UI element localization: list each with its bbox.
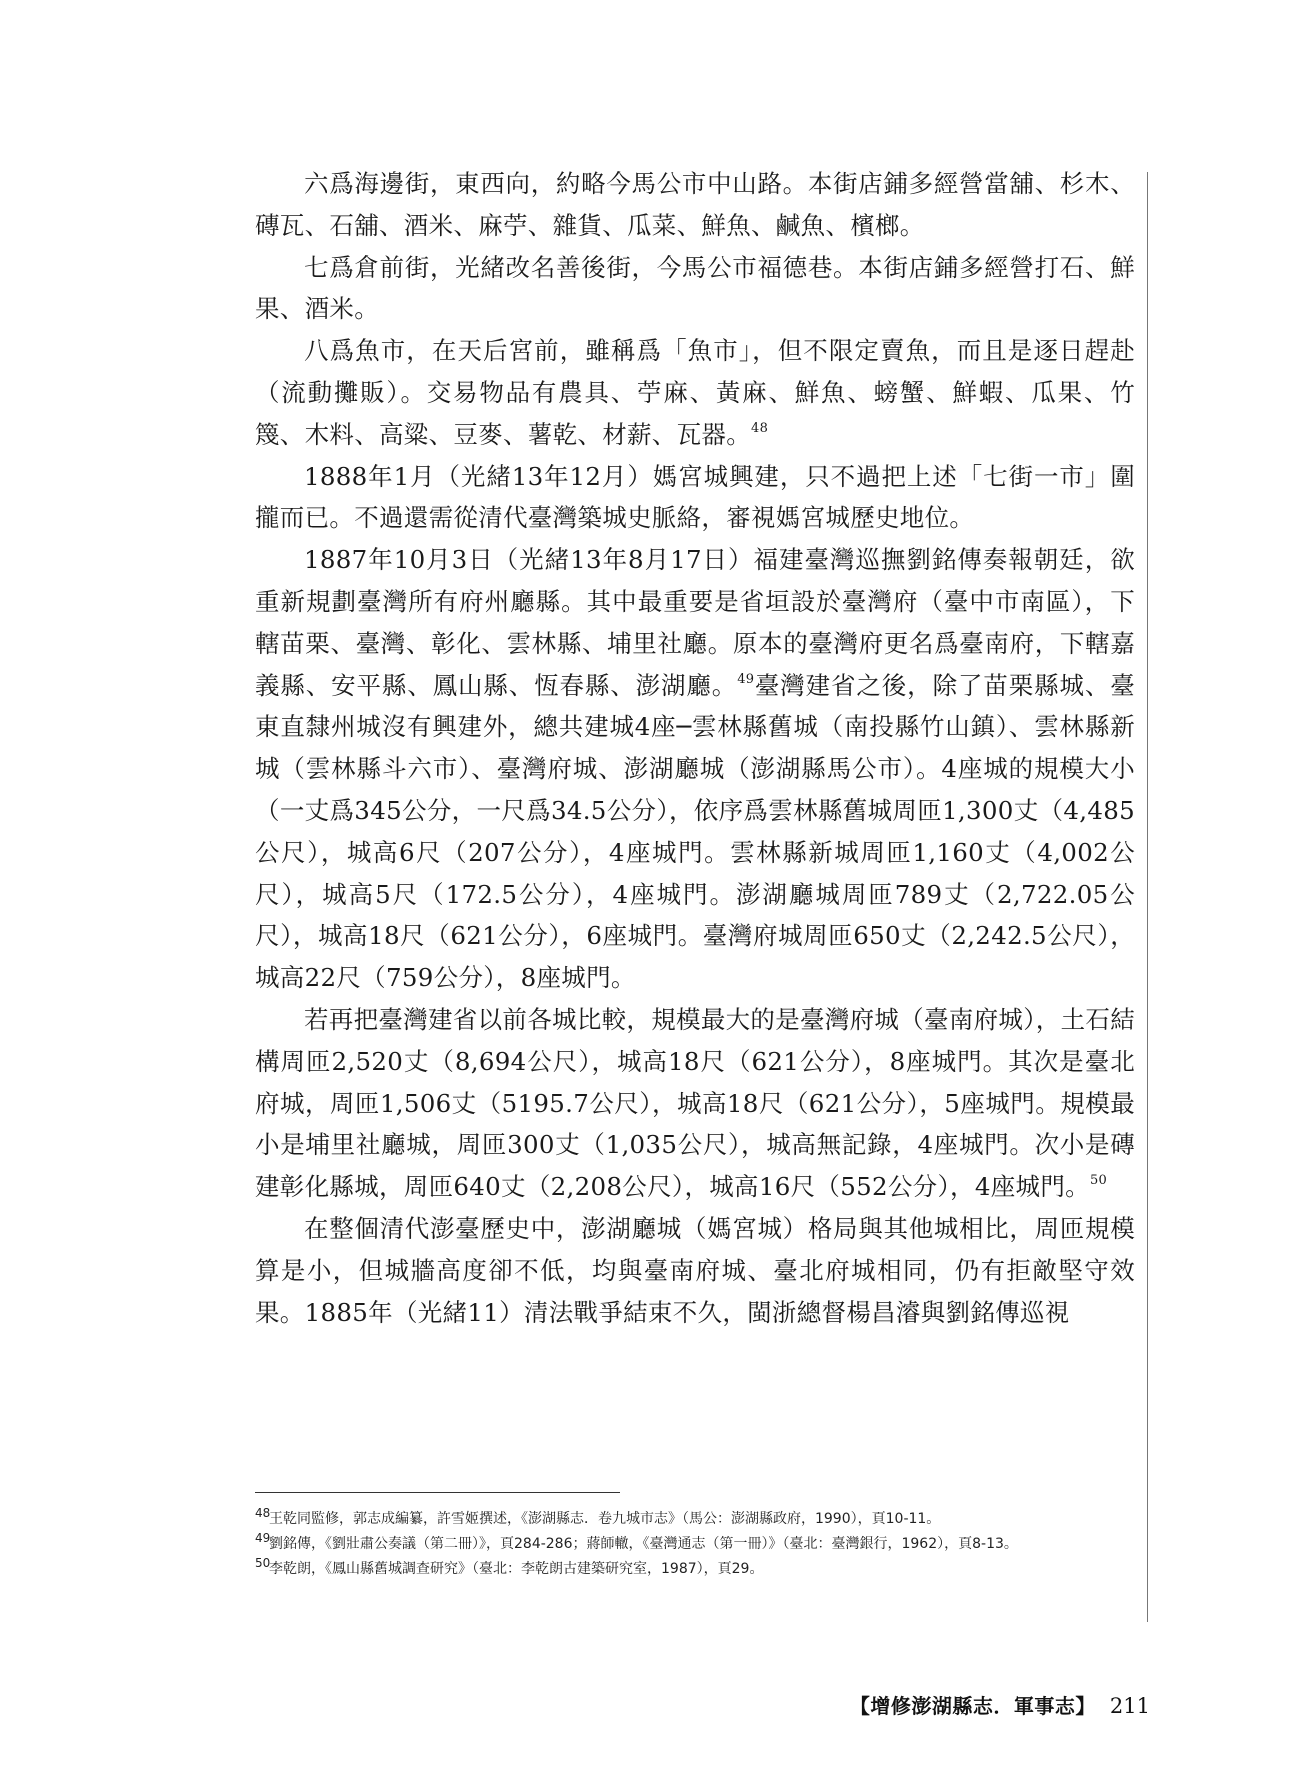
footnote: 48 王乾同監修，郭志成編纂，許雪姬撰述，《澎湖縣志．卷九城市志》（馬公：澎湖縣政府，1990），頁10-11。 <box>255 1506 941 1527</box>
footnote: 50 李乾朗，《鳳山縣舊城調查研究》（臺北：李乾朗古建築研究室，1987），頁29。 <box>255 1556 764 1577</box>
footnote-text: 李乾朗，《鳳山縣舊城調查研究》（臺北：李乾朗古建築研究室，1987），頁29。 <box>269 1561 764 1577</box>
paragraph <box>255 330 1135 455</box>
margin-rule <box>1147 172 1148 1622</box>
footnote-ref[interactable]: 50 <box>1089 1173 1108 1189</box>
page-number: 211 <box>1109 1694 1150 1718</box>
paragraph-text: 若再把臺灣建省以前各城比較，規模最大的是臺灣府城（臺南府城），土石結構周匝2,520丈（8,694公尺），城高18尺（621公分），8座城門。其次是臺北府城，周匝1,506丈（5195.7公尺），城高18尺（621公分），5座城門。規模最小是埔里社廳城，周匝300丈（1,035公尺），城高無記錄，4座城門。次小是磚建彰化縣城，周匝640丈（2,208公尺），城高16尺（552公分），4座城門。 <box>255 1004 1135 1202</box>
paragraph-text: 八爲魚市，在天后宮前，雖稱爲「魚市」，但不限定賣魚，而且是逐日趕赴（流動攤販）。交易物品有農具、苧麻、黃麻、鮮魚、螃蟹、鮮蝦、瓜果、竹篾、木料、高粱、豆麥、薯乾、材薪、瓦器。 <box>255 336 1135 449</box>
page-footer <box>850 1690 1150 1719</box>
paragraph-text: 1887年10月3日（光緒13年8月17日）福建臺灣巡撫劉銘傳奏報朝廷，欲重新規劃臺灣所有府州廳縣。其中最重要是省垣設於臺灣府（臺中市南區），下轄苗栗、臺灣、彰化、雲林縣、埔里社廳。原本的臺灣府更名爲臺南府，下轄嘉義縣、安平縣、鳳山縣、恆春縣、澎湖廳。 <box>255 545 1135 700</box>
paragraph <box>255 999 1135 1208</box>
footnote: 49 劉銘傳，《劉壯肅公奏議（第二冊）》，頁284-286；蔣師轍，《臺灣通志（第一冊）》（臺北：臺灣銀行，1962），頁8-13。 <box>255 1531 1018 1552</box>
paragraph: 1888年1月（光緒13年12月）媽宮城興建，只不過把上述「七街一市」圍攏而已。不過還需從清代臺灣築城史脈絡，審視媽宮城歷史地位。 <box>255 461 1135 533</box>
paragraph: 七爲倉前街，光緒改名善後街，今馬公市福德巷。本街店鋪多經營打石、鮮果、酒米。 <box>255 252 1135 324</box>
footnote-text: 王乾同監修，郭志成編纂，許雪姬撰述，《澎湖縣志．卷九城市志》（馬公：澎湖縣政府，1990），頁10-11。 <box>269 1511 941 1527</box>
footnote-separator <box>255 1492 620 1493</box>
footnote-text: 劉銘傳，《劉壯肅公奏議（第二冊）》，頁284-286；蔣師轍，《臺灣通志（第一冊）》（臺北：臺灣銀行，1962），頁8-13。 <box>269 1536 1018 1552</box>
footnote-ref[interactable]: 49 <box>737 671 755 687</box>
footnote-ref[interactable]: 48 <box>751 420 769 436</box>
running-title: 【增修澎湖縣志．軍事志】 <box>849 1694 1096 1718</box>
paragraph: 六爲海邊街，東西向，約略今馬公市中山路。本街店鋪多經營當舖、杉木、磚瓦、石舖、酒米、麻苧、雜貨、瓜菜、鮮魚、鹹魚、檳榔。 <box>255 169 1135 240</box>
paragraph-text: 臺灣建省之後，除了苗栗縣城、臺東直隸州城沒有興建外，總共建城4座─雲林縣舊城（南投縣竹山鎮）、雲林縣新城（雲林縣斗六市）、臺灣府城、澎湖廳城（澎湖縣馬公市）。4座城的規模大小（一丈爲345公分，一尺爲34.5公分），依序爲雲林縣舊城周匝1,300丈（4,485公尺），城高6尺（207公分），4座城門。雲林縣新城周匝1,160丈（4,002公尺），城高5尺（172.5公分），4座城門。澎湖廳城周匝789丈（2,722.05公尺），城高18尺（621公分），6座城門。臺灣府城周匝650丈（2,242.5公尺），城高22尺（759公分），8座城門。 <box>255 670 1136 993</box>
paragraph: 在整個清代澎臺歷史中，澎湖廳城（媽宮城）格局與其他城相比，周匝規模算是小，但城牆高度卻不低，均與臺南府城、臺北府城相同，仍有拒敵堅守效果。1885年（光緒11）清法戰爭結束不久，閩浙總督楊昌濬與劉銘傳巡視 <box>255 1213 1135 1327</box>
body-text <box>255 163 1135 1333</box>
paragraph <box>255 539 1135 999</box>
footnotes <box>255 1507 1135 1582</box>
